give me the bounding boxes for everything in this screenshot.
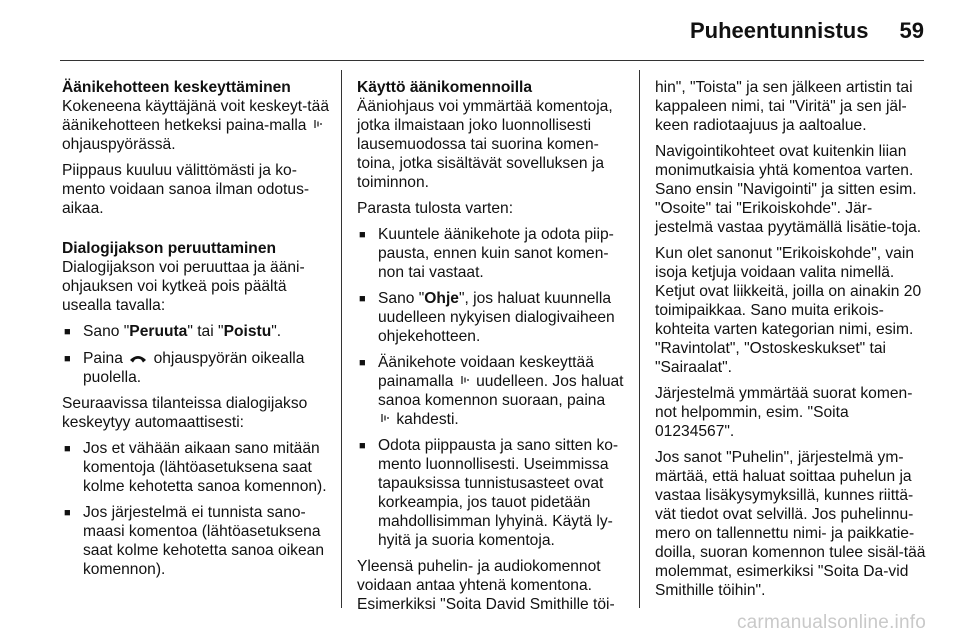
voice-control-icon (378, 410, 392, 429)
bullet-icon: ■ (359, 229, 366, 241)
bullet-icon: ■ (64, 507, 71, 519)
bullet-icon: ■ (64, 443, 71, 455)
paragraph: Piippaus kuuluu välittömästi ja ko-mento voidaan sanoa ilman odotus-aikaa. (62, 162, 310, 217)
paragraph (62, 97, 332, 154)
bullet-icon: ■ (359, 293, 366, 305)
column-1 (62, 78, 332, 586)
section-heading-voice-commands: Käyttö äänikomennoilla (357, 79, 533, 96)
keyword: Poistu (223, 323, 272, 340)
paragraph: Ääniohjaus voi ymmärtää komentoja, jotka ilmaistaan joko luonnollisesti lausemuodossa tai suorina komen-toina, jotka sisältävät sovelluksen ja toiminnon. (357, 98, 613, 191)
paragraph: Seuraavissa tilanteissa dialogijakso keskeytyy automaattisesti: (62, 395, 308, 431)
bullet-icon: ■ (64, 353, 71, 365)
page-number: 59 (899, 18, 924, 43)
column-divider-2 (639, 70, 640, 608)
column-divider-1 (341, 70, 342, 608)
phone-hangup-icon (127, 349, 149, 368)
list-item: ■ Kuuntele äänikehote ja odota piip-pausta, ennen kuin sanot komen-non tai vastaat. (359, 226, 614, 281)
column-2 (357, 78, 625, 621)
section-heading-interrupt-prompt: Äänikehotteen keskeyttäminen (62, 79, 291, 96)
page-header-title: Puheentunnistus (690, 18, 869, 43)
list-item: ■ Paina ohjauspyörän oikealla puolella. (64, 350, 305, 386)
list-item: ■ Odota piippausta ja sano sitten ko-mento luonnollisesti. Useimmissa tapauksissa tunnistusasteet ovat korkeampia, jos tauot pidetään mahdollisimman lyhyinä. Käytä ly-hyitä ja suoria komentoja. (359, 437, 619, 549)
text: ohjauspyörässä. (62, 136, 176, 153)
bullet-icon: ■ (359, 357, 366, 369)
paragraph: Parasta tulosta varten: (357, 200, 514, 217)
list-item: ■ Sano "Peruuta" tai "Poistu". (64, 323, 282, 340)
paragraph: Yleensä puhelin- ja audiokomennot voidaan antaa yhtenä komentona. Esimerkiksi "Soita David Smithille töi- (357, 558, 615, 613)
watermark: carmanualsonline.info (736, 612, 926, 633)
list-item: ■ Sano "Ohje", jos haluat kuunnella uudelleen nykyisen dialogivaiheen ohjekehotteen. (359, 290, 615, 345)
voice-control-icon (458, 372, 472, 391)
paragraph: Kun olet sanonut "Erikoiskohde", vain isoja ketjuja voidaan valita nimellä. Ketjut ovat liikkeitä, joilla on ainakin 20 toimipaikkaa. Sano muita erikois-kohteita varten kategorian nimi, esim. "Ravintolat", "Ostoskeskukset" tai "Sairaalat". (655, 245, 922, 376)
header-divider (60, 60, 924, 61)
bullet-icon: ■ (64, 326, 71, 338)
text: Kokeneena käyttäjänä voit keskeyt-tää äänikehotteen hetkeksi paina-malla (62, 98, 329, 134)
section-heading-cancel-dialog: Dialogijakson peruuttaminen (62, 240, 277, 257)
paragraph: Navigointikohteet ovat kuitenkin liian monimutkaisia yhtä komentoa varten. Sano ensin "Navigointi" ja sitten esim. "Osoite" tai "Erikoiskohde". Jär-jestelmä vastaa pyytämällä lisätie-toja. (655, 143, 922, 236)
list-item: ■ Jos et vähään aikaan sano mitään komentoja (lähtöasetuksena saat kolme kehotetta sanoa komennon). (64, 440, 327, 495)
paragraph: Jos sanot "Puhelin", järjestelmä ym-märtää, että haluat soittaa puhelun ja vastaa lisäkysymyksillä, kunnes riittä-vät tiedot ovat selvillä. Jos puhelinnu-mero on tallennettu nimi- ja paikkatie-doilla, suoran komennon tulee sisäl-tää molemmat, esimerkiksi "Soita Da-vid Smithille töihin". (655, 449, 926, 599)
keyword: Ohje (424, 290, 459, 307)
paragraph: hin", "Toista" ja sen jälkeen artistin tai kappaleen nimi, tai "Viritä" ja sen jäl-keen radiotaajuus ja aaltoalue. (655, 79, 913, 134)
paragraph: Dialogijakson voi peruuttaa ja ääni-ohjauksen voi kytkeä pois päältä usealla tavalla: (62, 259, 305, 314)
list-item: ■ Äänikehote voidaan keskeyttää painamalla uudelleen. Jos haluat sanoa komennon suoraan, paina kahdesti. (359, 354, 624, 428)
voice-control-icon (311, 116, 325, 135)
keyword: Peruuta (129, 323, 188, 340)
column-3 (655, 78, 927, 607)
list-item: ■ Jos järjestelmä ei tunnista sano-maasi komentoa (lähtöasetuksena saat kolme kehotetta sanoa oikean komennon). (64, 504, 324, 578)
bullet-icon: ■ (359, 440, 366, 452)
paragraph: Järjestelmä ymmärtää suorat komen-not helpommin, esim. "Soita 01234567". (655, 385, 913, 440)
